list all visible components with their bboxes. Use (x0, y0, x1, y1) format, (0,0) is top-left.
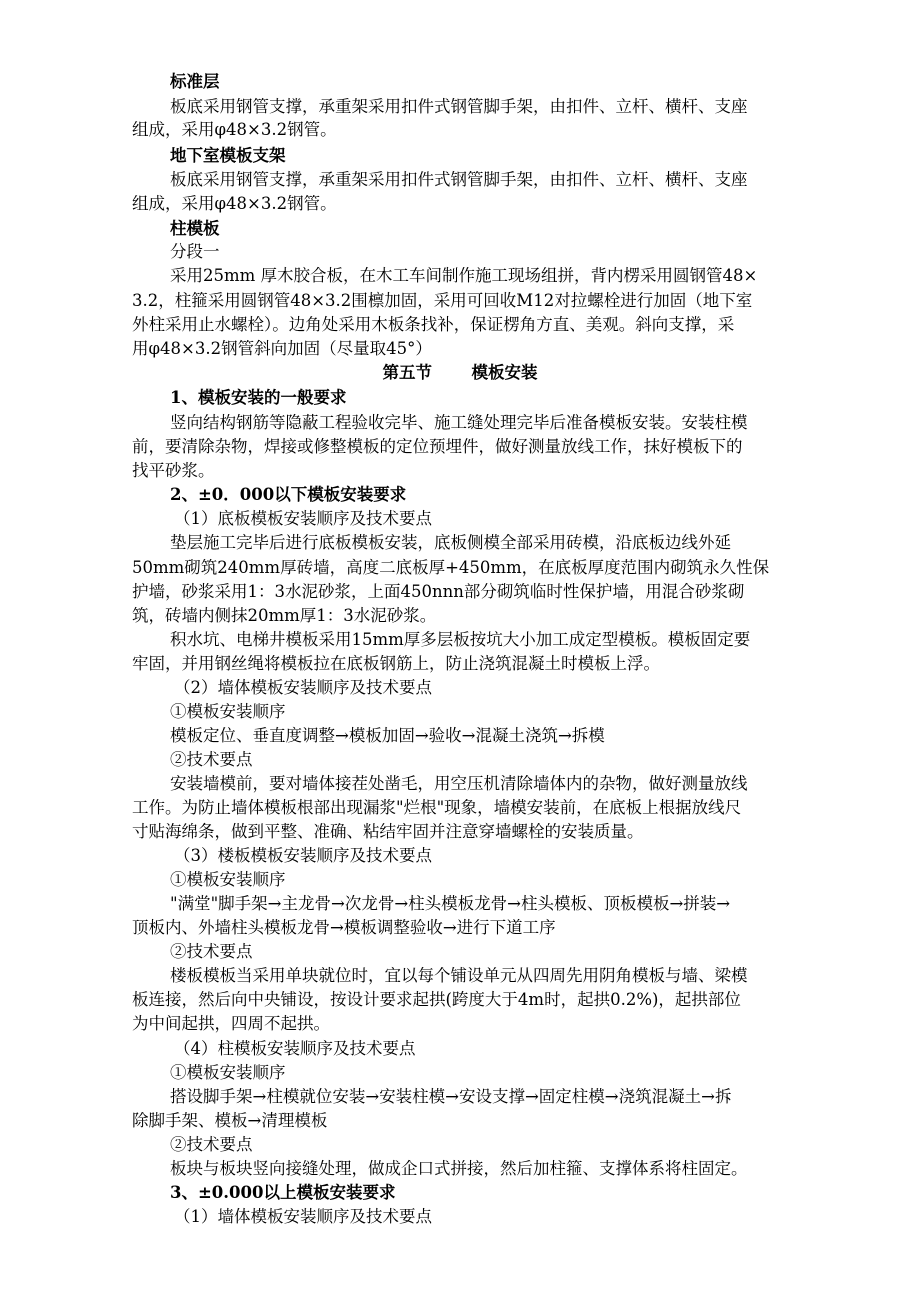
paragraph-line: ②技术要点 (170, 750, 253, 769)
paragraph-line: 除脚手架、模板→清理模板 (132, 1111, 328, 1130)
paragraph-line: 垫层施工完毕后进行底板模板安装，底板侧模全部采用砖模，沿底板边线外延 (170, 533, 731, 552)
paragraph-line: 外柱采用止水螺栓）。边角处采用木板条找补，保证楞角方直、美观。斜向支撑，采 (132, 315, 735, 334)
section-heading (0, 362, 920, 384)
paragraph-line: 前，要清除杂物，焊接或修整模板的定位预埋件，做好测量放线工作，抹好模板下的 (132, 437, 743, 456)
heading-below-zero: 2、±0．000以下模板安装要求 (170, 485, 407, 504)
section-number: 第五节 (382, 363, 432, 382)
paragraph-line: 组成，采用φ48×3.2钢管。 (132, 194, 337, 213)
paragraph-line: 采用25mm 厚木胶合板，在木工车间制作施工现场组拼，背内楞采用圆钢管48× (170, 266, 758, 285)
paragraph-line: 模板定位、垂直度调整→模板加固→验收→混凝土浇筑→拆模 (170, 726, 605, 745)
paragraph-line: 搭设脚手架→柱模就位安装→安装柱模→安设支撑→固定柱模→浇筑混凝土→拆 (170, 1087, 732, 1106)
subheading: （3）楼板模板安装顺序及技术要点 (174, 846, 432, 865)
paragraph-line: 工作。为防止墙体模板根部出现漏浆"烂根"现象，墙模安装前，在底板上根据放线尺 (132, 798, 742, 817)
paragraph-line: 安装墙模前，要对墙体接茬处凿毛，用空压机清除墙体内的杂物，做好测量放线 (170, 774, 748, 793)
heading-above-zero: 3、±0.000以上模板安装要求 (170, 1183, 396, 1202)
paragraph-line: "满堂"脚手架→主龙骨→次龙骨→柱头模板龙骨→柱头模板、顶板模板→拼装→ (170, 894, 731, 913)
paragraph-line: 寸贴海绵条，做到平整、准确、粘结牢固并注意穿墙螺栓的安装质量。 (132, 822, 644, 841)
paragraph-line: 为中间起拱，四周不起拱。 (132, 1014, 330, 1033)
paragraph-line: 3.2，柱箍采用圆钢管48×3.2围檩加固，采用可回收M12对拉螺栓进行加固（地下室 (132, 291, 753, 310)
paragraph-line: ①模板安装顺序 (170, 1063, 286, 1082)
paragraph-line: 板底采用钢管支撑，承重架采用扣件式钢管脚手架，由扣件、立杆、横杆、支座 (170, 170, 748, 189)
paragraph-line: ①模板安装顺序 (170, 702, 286, 721)
subheading: （2）墙体模板安装顺序及技术要点 (174, 678, 432, 697)
paragraph-line: 竖向结构钢筋等隐蔽工程验收完毕、施工缝处理完毕后准备模板安装。安装柱模 (170, 413, 748, 432)
paragraph-line: 牢固，并用钢丝绳将模板拉在底板钢筋上，防止浇筑混凝土时模板上浮。 (132, 654, 660, 673)
heading-standard-floor: 标准层 (170, 72, 220, 91)
heading-general-requirements: 1、模板安装的一般要求 (170, 388, 347, 407)
paragraph-line: 楼板模板当采用单块就位时，宜以每个铺设单元从四周先用阴角模板与墙、梁模 (170, 966, 748, 985)
paragraph-line: ②技术要点 (170, 942, 253, 961)
paragraph-line: 50mm砌筑240mm厚砖墙，高度二底板厚+450mm，在底板厚度范围内砌筑永久性保 (132, 558, 770, 577)
paragraph-line: 组成，采用φ48×3.2钢管。 (132, 120, 337, 139)
subheading: （4）柱模板安装顺序及技术要点 (174, 1039, 416, 1058)
paragraph-line: 板底采用钢管支撑，承重架采用扣件式钢管脚手架，由扣件、立杆、横杆、支座 (170, 97, 748, 116)
paragraph-line: 积水坑、电梯井模板采用15mm厚多层板按坑大小加工成定型模板。模板固定要 (170, 630, 751, 649)
paragraph-line: 板块与板块竖向接缝处理，做成企口式拼接，然后加柱箍、支撑体系将柱固定。 (170, 1159, 748, 1178)
paragraph-line: 分段一 (170, 242, 220, 261)
subheading: （1）底板模板安装顺序及技术要点 (174, 509, 432, 528)
subheading: （1）墙体模板安装顺序及技术要点 (174, 1207, 432, 1226)
paragraph-line: 用φ48×3.2钢管斜向加固（尽量取45°） (132, 339, 432, 358)
paragraph-line: 找平砂浆。 (132, 461, 215, 480)
paragraph-line: 筑，砖墙内侧抹20mm厚1：3水泥砂浆。 (132, 606, 437, 625)
paragraph-line: 护墙，砂浆采用1：3水泥砂浆，上面450nnn部分砌筑临时性保护墙，用混合砂浆砌 (132, 582, 745, 601)
section-title: 模板安装 (471, 363, 538, 382)
paragraph-line: 顶板内、外墙柱头模板龙骨→模板调整验收→进行下道工序 (132, 918, 556, 937)
heading-basement-support: 地下室模板支架 (170, 146, 286, 165)
paragraph-line: ②技术要点 (170, 1135, 253, 1154)
paragraph-line: ①模板安装顺序 (170, 870, 286, 889)
paragraph-line: 板连接，然后向中央铺设，按设计要求起拱(跨度大于4m时，起拱0.2%)，起拱部位 (132, 990, 741, 1009)
heading-column-formwork: 柱模板 (170, 219, 220, 238)
